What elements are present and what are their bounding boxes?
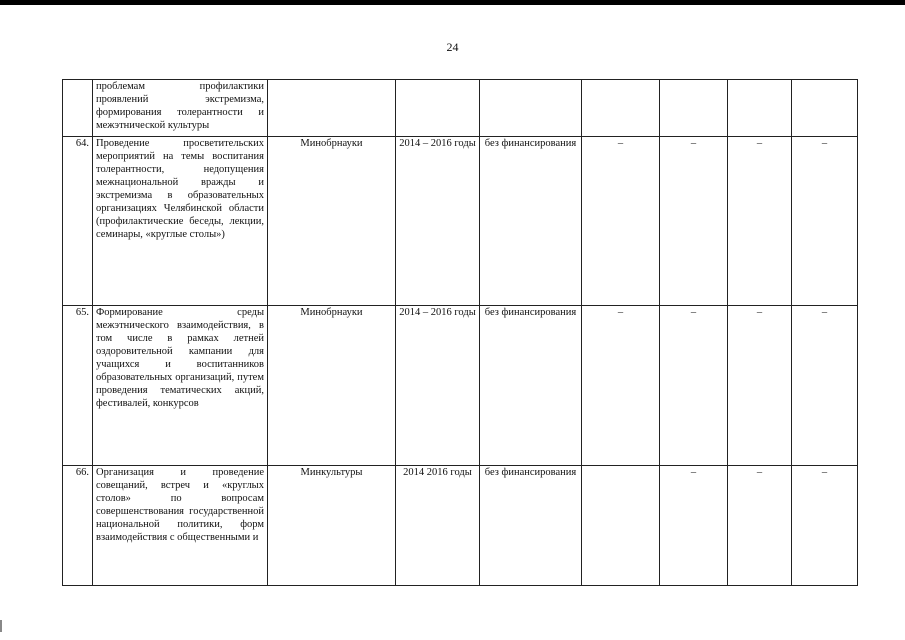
row-number: 65. [63, 306, 93, 466]
financing-source: без финансирования [480, 466, 582, 586]
amount-cell: – [728, 466, 792, 586]
table-row [63, 137, 858, 306]
amount-cell: – [660, 306, 728, 466]
responsible-agency: Минобрнауки [268, 137, 396, 306]
measure-description: Проведение просветительских мероприятий на темы воспитания толерантности, недопущения межнациональной вражды и экстремизма в образовательных организациях Челябинской области (профилактические беседы, лекции, семинары, «круглые столы») [93, 137, 268, 306]
amount-cell [582, 80, 660, 137]
implementation-period [396, 80, 480, 137]
amount-cell [582, 466, 660, 586]
measure-description: Формирование среды межэтнического взаимодействия, в том числе в рамках летней оздоровительной кампании для учащихся и воспитанников образовательных организаций, путем проведения тематических акций, фестивалей, конкурсов [93, 306, 268, 466]
measure-description: проблемам профилактики проявлений экстремизма, формирования толерантности и межэтнической культуры [93, 80, 268, 137]
amount-cell: – [792, 137, 858, 306]
financing-source: без финансирования [480, 306, 582, 466]
implementation-period: 2014 2016 годы [396, 466, 480, 586]
financing-source [480, 80, 582, 137]
implementation-period: 2014 – 2016 годы [396, 306, 480, 466]
amount-cell: – [728, 306, 792, 466]
table-row [63, 306, 858, 466]
amount-cell [792, 80, 858, 137]
amount-cell [660, 80, 728, 137]
amount-cell [728, 80, 792, 137]
amount-cell: – [728, 137, 792, 306]
amount-cell: – [792, 466, 858, 586]
responsible-agency: Минобрнауки [268, 306, 396, 466]
row-number [63, 80, 93, 137]
responsible-agency: Минкультуры [268, 466, 396, 586]
amount-cell: – [582, 137, 660, 306]
page-number: 24 [446, 40, 459, 54]
scan-edge-mark [0, 620, 2, 632]
row-number: 66. [63, 466, 93, 586]
amount-cell: – [660, 466, 728, 586]
responsible-agency [268, 80, 396, 137]
row-number: 64. [63, 137, 93, 306]
amount-cell: – [582, 306, 660, 466]
financing-source: без финансирования [480, 137, 582, 306]
implementation-period: 2014 – 2016 годы [396, 137, 480, 306]
measures-table [62, 79, 858, 586]
table-row [63, 80, 858, 137]
top-scan-border [0, 0, 905, 5]
table-row [63, 466, 858, 586]
measure-description: Организация и проведение совещаний, встреч и «круглых столов» по вопросам совершенствования государственной национальной политики, форм взаимодействия с общественными и [93, 466, 268, 586]
amount-cell: – [792, 306, 858, 466]
amount-cell: – [660, 137, 728, 306]
